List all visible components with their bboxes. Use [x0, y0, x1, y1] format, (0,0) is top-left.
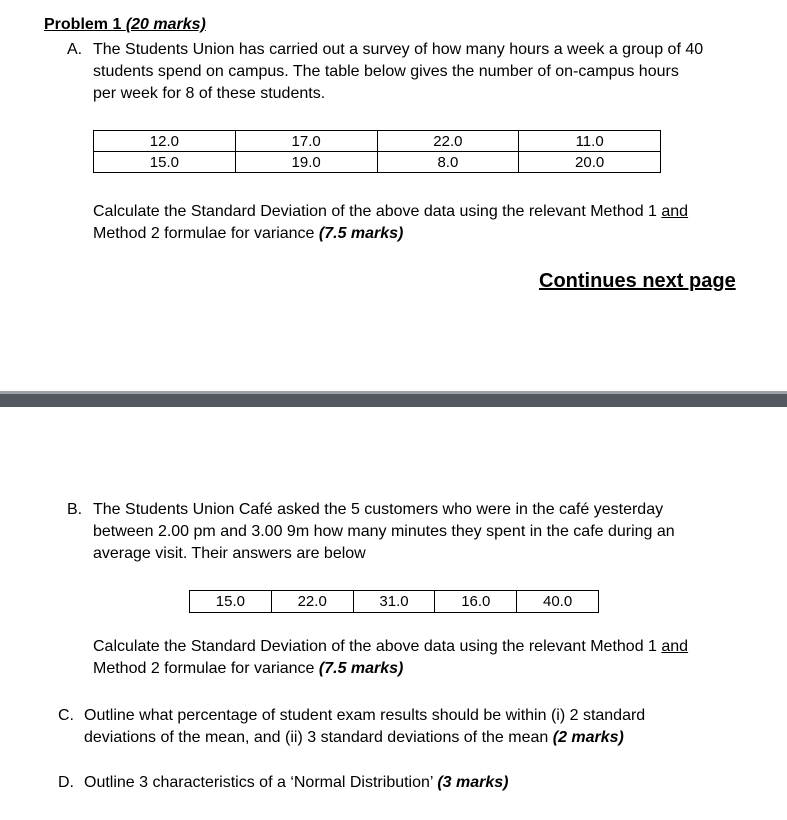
table-cell: 12.0 [94, 131, 236, 152]
part-a-intro [93, 39, 703, 105]
part-b-intro-line: between 2.00 pm and 3.00 9m how many minutes they spent in the cafe during an [93, 523, 675, 540]
part-c-letter: C. [58, 707, 74, 724]
table-cell: 20.0 [519, 152, 661, 173]
part-a-instruction [93, 201, 688, 245]
table-cell: 22.0 [377, 131, 519, 152]
table-cell: 19.0 [235, 152, 377, 173]
table-cell: 8.0 [377, 152, 519, 173]
part-a-marks: (7.5 marks) [318, 225, 404, 242]
table-row [190, 591, 599, 613]
part-b-marks: (7.5 marks) [318, 660, 404, 677]
part-a-instruction-text: Calculate the Standard Deviation of the above data using the relevant Method 1 [93, 203, 662, 220]
part-c-text [84, 705, 645, 749]
part-b-intro [93, 499, 675, 565]
problem-marks: (20 marks) [125, 16, 206, 33]
part-c-marks: (2 marks) [552, 729, 624, 746]
page-separator [0, 391, 787, 407]
page-bottom [0, 407, 787, 820]
part-b-intro-line: The Students Union Café asked the 5 customers who were in the café yesterday [93, 501, 664, 518]
table-cell: 15.0 [190, 591, 272, 613]
part-a-intro-line: per week for 8 of these students. [93, 85, 326, 102]
part-a-and: and [661, 203, 689, 220]
hours-table [93, 130, 661, 173]
problem-title [44, 14, 206, 36]
part-d-line: Outline 3 characteristics of a ‘Normal Distribution’ [84, 774, 438, 791]
part-d-marks: (3 marks) [437, 774, 509, 791]
problem-title-text: Problem 1 [44, 16, 126, 33]
part-d-letter: D. [58, 774, 74, 791]
table-cell: 17.0 [235, 131, 377, 152]
part-b-instruction [93, 636, 688, 680]
table-cell: 11.0 [519, 131, 661, 152]
part-d-text [84, 772, 508, 794]
part-c-line: deviations of the mean, and (ii) 3 standard deviations of the mean [84, 729, 553, 746]
table-row [94, 131, 661, 152]
part-b-instruction-text-2: Method 2 formulae for variance [93, 660, 319, 677]
table-cell: 31.0 [353, 591, 435, 613]
part-b-instruction-text: Calculate the Standard Deviation of the above data using the relevant Method 1 [93, 638, 662, 655]
minutes-table [189, 590, 599, 613]
part-a-instruction-text-2: Method 2 formulae for variance [93, 225, 319, 242]
part-a-intro-line: students spend on campus. The table below gives the number of on-campus hours [93, 63, 679, 80]
part-b-letter: B. [67, 501, 83, 518]
page-top [0, 0, 787, 391]
table-row [94, 152, 661, 173]
part-a-intro-line: The Students Union has carried out a survey of how many hours a week a group of 40 [93, 41, 704, 58]
part-a-letter: A. [67, 41, 83, 58]
part-c-line: Outline what percentage of student exam results should be within (i) 2 standard [84, 707, 646, 724]
continues-next-page: Continues next page [539, 270, 736, 292]
table-cell: 40.0 [517, 591, 599, 613]
part-b-and: and [661, 638, 689, 655]
table-cell: 16.0 [435, 591, 517, 613]
table-cell: 22.0 [271, 591, 353, 613]
table-cell: 15.0 [94, 152, 236, 173]
part-b-intro-line: average visit. Their answers are below [93, 545, 366, 562]
